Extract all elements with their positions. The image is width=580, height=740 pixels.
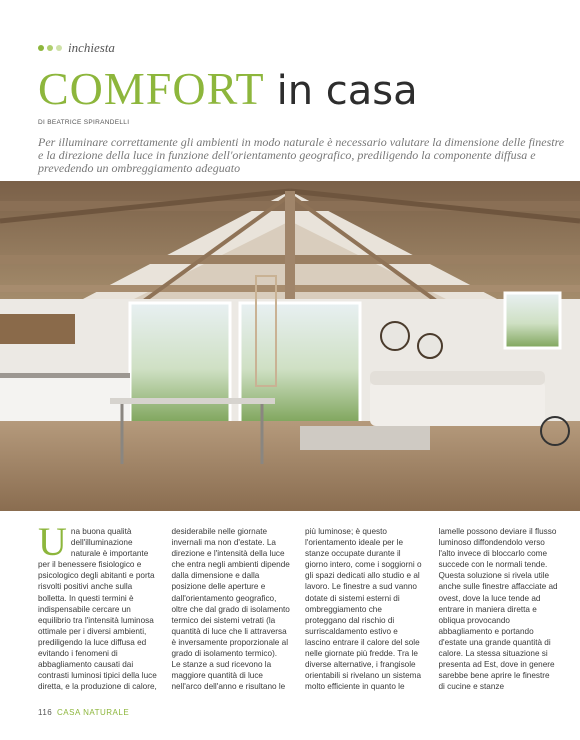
dot-2 [47,45,53,51]
dot-3 [56,45,62,51]
article-title [38,63,418,114]
photo-floor [0,421,580,511]
photo-window-left [130,303,230,423]
photo-sofa [370,381,545,426]
page-number: 116 [38,708,53,717]
interior-photo [0,181,580,511]
photo-rug [300,426,430,450]
article-paragraph-1-text: na buona qualità dell'illuminazione naturale è importante per il benessere fisiologico e psicologico degli abitanti e porta risvolti positivi anche sulla bolletta. In questi termini è indispensabile cercare un equilibrio tra l'intensità luminosa ottimale per i diversi ambienti, prediligendo la luce diffusa ed evitando i fenomeni di abbagliamento causati dai contrasti luminosi tipici della luce diretta, e la produzione di calore, desiderabile nelle giornate invernali ma non d'estate. La direzione e l'intensità della luce che entra negli ambienti dipende dalla dimensione e dalla posizione delle aperture e dall'orientamento geografico, oltre che dal grado di isolamento termico dei sistemi vetrati (la quantità di luce che li attraversa è inversamente proporzionale al grado di isolamento termico). [38,527,290,692]
dot-1 [38,45,44,51]
photo-shelf [0,314,75,344]
photo-table [110,398,275,404]
section-dots [38,45,62,51]
article-body [38,519,558,696]
dropcap: U [38,519,67,564]
title-accent: COMFORT [38,63,265,114]
photo-kitchen-top [0,373,130,378]
photo-window-center [240,303,360,423]
photo-sofa-back [370,371,545,385]
lead-paragraph: Per illuminare correttamente gli ambienti in modo naturale è necessario valutare la dimensione delle finestre e la direzione della luce in funzione dell'orientamento geografico, prediligendo la componente diffusa e prevedendo un ombreggiamento adeguato [38,135,565,175]
photo-mirror-2 [418,334,442,358]
section-tag [38,40,115,56]
section-label: inchiesta [68,40,115,55]
page-footer [38,708,129,717]
article-paragraph-2: Le stanze a sud ricevono la maggiore quantità di luce nell'arco dell'anno e risultano le più luminose; è questo l'orientamento ideale per le stanze occupate durante il giorno intero, come i soggiorni o gli spazi dedicati allo studio e al lavoro. Le finestre a sud vanno dotate di sistemi esterni di ombreggiamento che proteggano dal rischio di surriscaldamento estivo e lascino entrare il calore del sole nelle giornate più fredde. Tra le diverse alternative, i frangisole orientabili si rivelano un sistema molto efficiente in quanto le lamelle possono deviare il flusso luminoso diffondendolo verso l'alto invece di bloccarlo come succede con le normali tende. Questa soluzione si rivela utile anche sulle finestre affacciate ad ovest, dove la luce tende ad entrare in maniera diretta e obliqua provocando abbagliamento e portando d'estate una grande quantità di calore. La stessa situazione si presenta ad Est, dove in genere sarebbe bene aprire le finestre di cucine e stanze [171,527,558,692]
byline: DI BEATRICE SPIRANDELLI [38,119,130,126]
photo-window-right [505,293,560,348]
photo-mirror-1 [381,322,409,350]
title-rest: in casa [276,68,418,114]
magazine-name: CASA NATURALE [57,708,130,717]
photo-king-post [285,191,295,311]
